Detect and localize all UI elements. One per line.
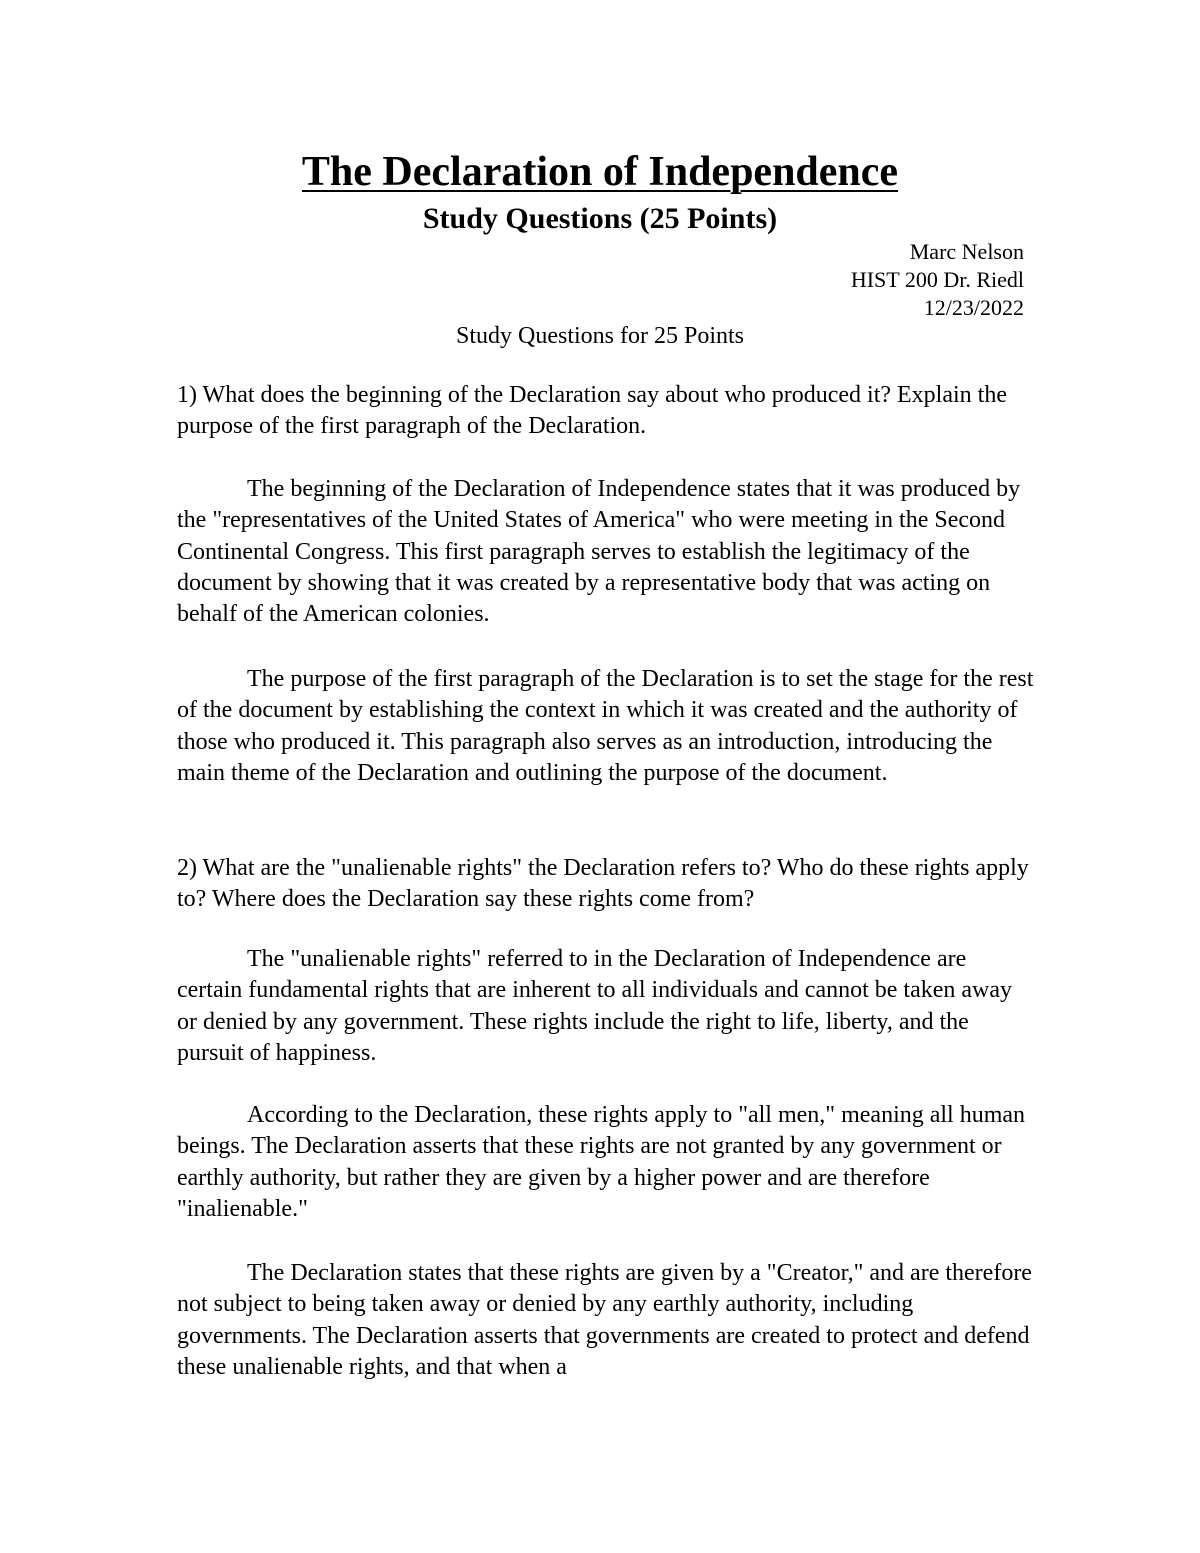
answer-2-paragraph-1: The "unalienable rights" referred to in the Declaration of Independence are certain fundamental rights that are inherent to all individuals and cannot be taken away or denied by any government. These rights include the right to life, liberty, and the pursuit of happiness. <box>177 946 1013 1066</box>
answer-2-paragraph-2: According to the Declaration, these rights apply to "all men," meaning all human beings. The Declaration asserts that these rights are not granted by any government or earthly authority, but rather they are given by a higher power and are therefore "inalienable." <box>177 1102 1026 1222</box>
author-name: Marc Nelson <box>909 239 1024 264</box>
question-2: 2) What are the "unalienable rights" the Declaration refers to? Who do these rights apply to? Where does the Declaration say these rights come from? <box>177 855 1029 913</box>
course-info: HIST 200 Dr. Riedl <box>850 267 1024 292</box>
document-subtitle: Study Questions (25 Points) <box>422 202 778 235</box>
document-date: 12/23/2022 <box>923 295 1024 320</box>
answer-1-paragraph-1: The beginning of the Declaration of Independence states that it was produced by the "representatives of the United States of America" who were meeting in the Second Continental Congress. This first paragraph serves to establish the legitimacy of the document by showing that it was created by a representative body that was acting on behalf of the American colonies. <box>177 476 1021 628</box>
section-heading: Study Questions for 25 Points <box>455 323 745 349</box>
answer-2-paragraph-3: The Declaration states that these rights are given by a "Creator," and are therefore not subject to being taken away or denied by any earthly authority, including governments. The Declaration asserts that governments are created to protect and defend these unalienable rights, and that when a <box>177 1260 1032 1380</box>
question-1: 1) What does the beginning of the Declaration say about who produced it? Explain the purpose of the first paragraph of the Declaration. <box>177 382 1007 440</box>
answer-1-paragraph-2: The purpose of the first paragraph of the Declaration is to set the stage for the rest of the document by establishing the context in which it was created and the authority of those who produced it. This paragraph also serves as an introduction, introducing the main theme of the Declaration and outlining the purpose of the document. <box>177 666 1034 786</box>
document-title: The Declaration of Independence <box>301 149 899 195</box>
